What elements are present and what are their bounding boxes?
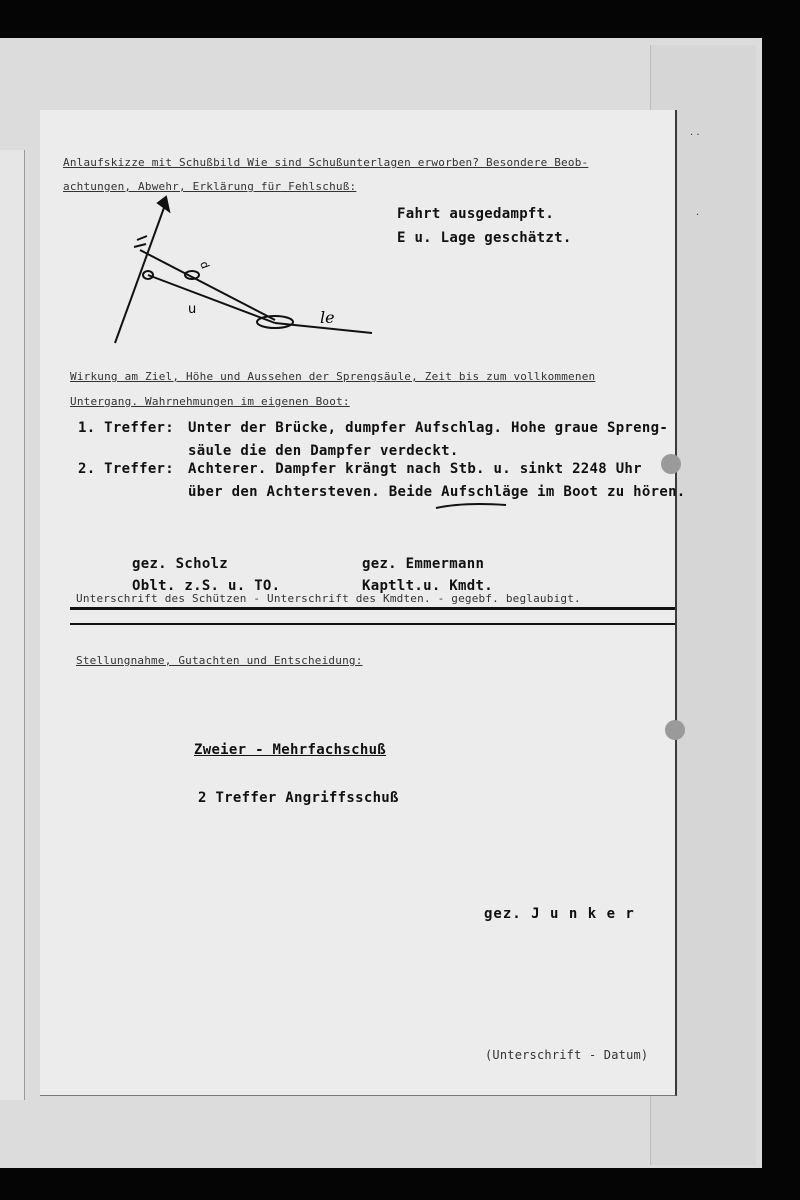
- shooter-signature: gez. Scholz: [132, 556, 229, 572]
- sketch-target-course-line: [115, 205, 165, 343]
- margin-mark: · ·: [690, 130, 700, 141]
- handwritten-underline: [434, 500, 514, 512]
- sketch-header-line1: Anlaufskizze mit Schußbild Wie sind Schußunterlagen erworben? Besondere Beob-: [63, 156, 589, 169]
- punch-hole-upper: [661, 454, 681, 474]
- hit1-label: 1. Treffer:: [78, 420, 175, 436]
- observation-line1: Fahrt ausgedampft.: [397, 206, 555, 222]
- margin-mark: ·: [696, 210, 700, 221]
- hit1-line2: säule die den Dampfer verdeckt.: [188, 443, 459, 459]
- punch-hole-lower: [665, 720, 685, 740]
- attack-sketch: [110, 195, 380, 350]
- hit2-line1: Achterer. Dampfer krängt nach Stb. u. sinkt 2248 Uhr: [188, 461, 642, 477]
- effect-header-line1: Wirkung am Ziel, Höhe und Aussehen der Sprengsäule, Zeit bis zum vollkommenen: [70, 370, 596, 383]
- observation-line2: E u. Lage geschätzt.: [397, 230, 572, 246]
- sketch-label-d: d: [197, 259, 212, 271]
- section-divider: [70, 607, 675, 610]
- effect-header-line2: Untergang. Wahrnehmungen im eigenen Boot:: [70, 395, 350, 408]
- sketch-label-u: u: [188, 302, 197, 317]
- sketch-torpedo-track-2: [148, 275, 275, 323]
- adjacent-page-edge: [0, 150, 25, 1100]
- hit2-label: 2. Treffer:: [78, 461, 175, 477]
- decision-caption: (Unterschrift - Datum): [485, 1048, 649, 1062]
- hit2-line2: über den Achtersteven. Beide Aufschläge im Boot zu hören.: [188, 484, 686, 500]
- shooter-rank: Oblt. z.S. u. TO.: [132, 578, 281, 594]
- hit1-line1: Unter der Brücke, dumpfer Aufschlag. Hohe graue Spreng-: [188, 420, 669, 436]
- decision-result-line1: Zweier - Mehrfachschuß: [194, 742, 387, 758]
- sketch-label-le: le: [320, 308, 335, 327]
- decision-signature: gez. J u n k e r: [484, 906, 635, 922]
- decision-result-line2: 2 Treffer Angriffsschuß: [198, 790, 399, 806]
- sketch-header-line2: achtungen, Abwehr, Erklärung für Fehlschuß:: [63, 180, 357, 193]
- sketch-ship-hatch: [134, 236, 147, 247]
- commander-rank: Kaptlt.u. Kmdt.: [362, 578, 493, 594]
- decision-header: Stellungnahme, Gutachten und Entscheidung:: [76, 654, 363, 667]
- signature-caption: Unterschrift des Schützen - Unterschrift des Kmdten. - gegebf. beglaubigt.: [76, 592, 581, 605]
- commander-signature: gez. Emmermann: [362, 556, 485, 572]
- section-divider-2: [70, 623, 675, 625]
